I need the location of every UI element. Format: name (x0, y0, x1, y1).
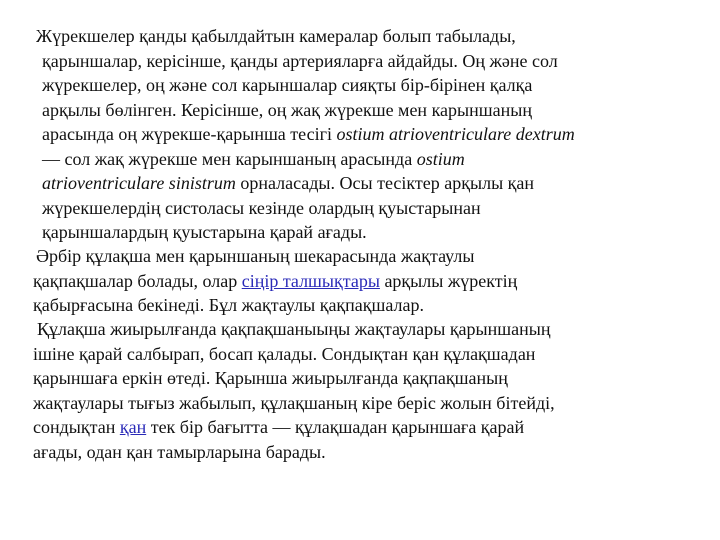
blood-link[interactable]: қан (119, 417, 147, 437)
text-line (36, 147, 575, 172)
latin-term: ostium atrioventriculare dextrum (336, 124, 575, 144)
text-line: жүрекшелер, оң және сол карыншалар сияқты бір-бірінен қалқа (42, 75, 533, 95)
text-line: жүрекшелердің систоласы кезінде олардың қуыстарынан (42, 197, 481, 218)
text-segment: орналасады. Осы тесіктер арқылы қан (235, 173, 535, 193)
text-line: қарыншалар, керісінше, қанды артерияларға айдайды. Оң және сол (42, 50, 558, 71)
text-segment: сондықтан (33, 417, 120, 437)
latin-term: atrioventriculare sinistrum (42, 173, 236, 193)
text-line: ағады, одан қан тамырларына барады. (33, 441, 326, 462)
tendon-fibers-link[interactable]: сіңір талшықтары (241, 270, 380, 291)
text-line (33, 269, 517, 294)
text-line: Құлақша жиырылғанда қақпақшаныыңы жақтаулары қарыншаның (37, 319, 551, 339)
text-segment: қақпақшалар болады, олар (33, 270, 242, 291)
text-segment: тек бір бағытта — құлақшадан қарыншаға қарай (146, 417, 525, 437)
paragraph-atria-ventricles (36, 24, 575, 245)
text-line: Жүрекшелер қанды қабылдайтын камералар болып табылады, (36, 26, 516, 46)
paragraph-valves (33, 244, 517, 318)
text-line: арқылы бөлінген. Керісінше, оң жақ жүрекше мен карыншаның (42, 99, 532, 120)
latin-term: ostium (416, 148, 465, 169)
text-line (36, 171, 575, 196)
text-segment: арасында оң жүрекше-қарынша тесігі (42, 124, 337, 144)
text-line: Әрбір құлақша мен қарыншаның шекарасында жақтаулы (36, 246, 475, 266)
paragraph-blood-flow (33, 317, 555, 464)
text-line (33, 415, 555, 440)
text-line (36, 122, 575, 147)
text-line: қарыншалардың қуыстарына қарай ағады. (42, 222, 367, 242)
text-segment: — сол жақ жүрекше мен карыншаның арасында (42, 148, 417, 169)
text-line: қабырғасына бекінеді. Бұл жақтаулы қақпақшалар. (33, 295, 425, 315)
text-line: қарыншаға еркін өтеді. Қарынша жиырылғанда қақпақшаның (33, 368, 508, 388)
text-line: жақтаулары тығыз жабылып, құлақшаның кіре беріс жолын бітейді, (33, 392, 555, 413)
text-segment: арқылы жүректің (379, 270, 518, 291)
text-line: ішіне қарай салбырап, босап қалады. Сондықтан қан құлақшадан (33, 343, 536, 364)
